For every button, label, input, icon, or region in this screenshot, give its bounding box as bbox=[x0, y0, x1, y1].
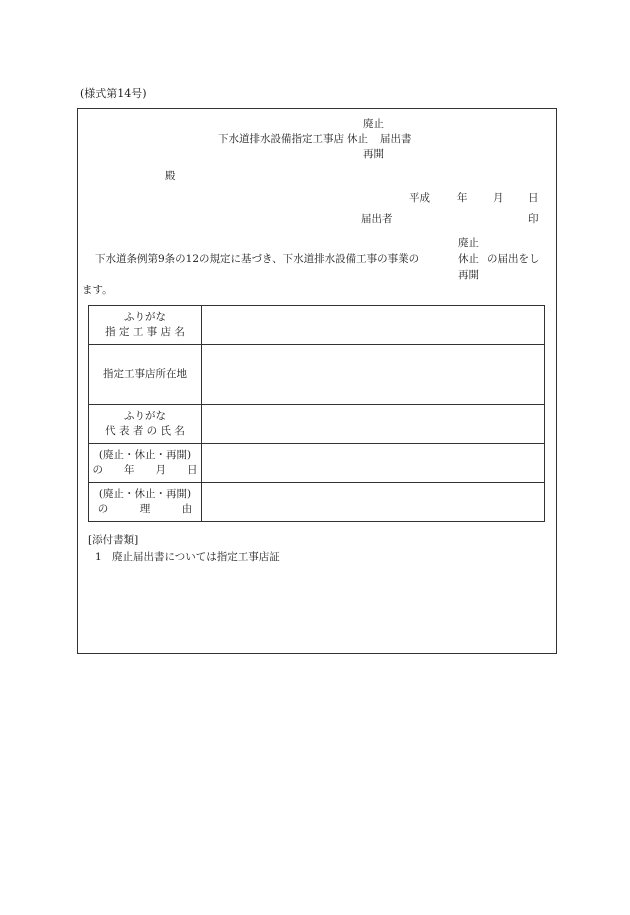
row-label bbox=[89, 483, 202, 521]
date-day: 日 bbox=[528, 192, 539, 204]
table-row-representative bbox=[89, 404, 544, 443]
label-line1: ふりがな bbox=[124, 310, 166, 323]
label-line2: 指 定 工 事 店 名 bbox=[105, 326, 185, 338]
date-month: 月 bbox=[493, 192, 504, 204]
shop-address-field[interactable] bbox=[202, 345, 544, 404]
body-option-abolish: 廃止 bbox=[458, 237, 479, 249]
label-line2: 代 表 者 の 氏 名 bbox=[105, 425, 185, 437]
date-year: 年 bbox=[457, 192, 468, 204]
addressee-suffix: 殿 bbox=[165, 170, 176, 182]
body-line1: 下水道条例第9条の12の規定に基づき、下水道排水設備工事の事業の bbox=[95, 253, 420, 265]
date-era: 平成 bbox=[409, 192, 430, 204]
title-option-abolish: 廃止 bbox=[363, 118, 384, 130]
label-line2: の 理 由 bbox=[97, 503, 193, 515]
title-suffix: 届出書 bbox=[380, 133, 412, 145]
body-option-suspend: 休止 bbox=[458, 253, 479, 265]
row-label bbox=[89, 306, 202, 344]
title-main: 下水道排水設備指定工事店 bbox=[218, 133, 344, 145]
date-field[interactable] bbox=[202, 444, 544, 482]
row-label bbox=[89, 405, 202, 443]
representative-field[interactable] bbox=[202, 405, 544, 443]
title-option-suspend: 休止 bbox=[347, 133, 368, 145]
table-row-shop-name bbox=[89, 306, 544, 344]
attachment-item-num: 1 bbox=[95, 551, 102, 563]
table-row-date bbox=[89, 443, 544, 482]
row-label bbox=[89, 444, 202, 482]
form-number: (様式第14号) bbox=[80, 87, 147, 100]
label-line1: ふりがな bbox=[124, 409, 166, 422]
title-option-resume: 再開 bbox=[363, 148, 384, 160]
shop-name-field[interactable] bbox=[202, 306, 544, 344]
reason-field[interactable] bbox=[202, 483, 544, 521]
seal-mark: 印 bbox=[528, 213, 539, 225]
label-line1: 指定工事店所在地 bbox=[103, 367, 187, 380]
details-table bbox=[88, 305, 545, 522]
body-line1-end: の届出をし bbox=[487, 253, 540, 265]
label-line1: (廃止・休止・再開) bbox=[98, 487, 192, 500]
table-row-reason bbox=[89, 482, 544, 521]
attachment-item-text: 廃止届出書については指定工事店証 bbox=[112, 551, 280, 563]
applicant-label: 届出者 bbox=[361, 213, 393, 225]
row-label bbox=[89, 345, 202, 404]
body-line2: ます。 bbox=[82, 284, 113, 296]
body-option-resume: 再開 bbox=[458, 269, 479, 281]
attachments-heading: [添付書類] bbox=[88, 534, 139, 546]
table-row-shop-address bbox=[89, 344, 544, 404]
label-line2: の 年 月 日 bbox=[92, 464, 198, 476]
label-line1: (廃止・休止・再開) bbox=[98, 448, 192, 461]
